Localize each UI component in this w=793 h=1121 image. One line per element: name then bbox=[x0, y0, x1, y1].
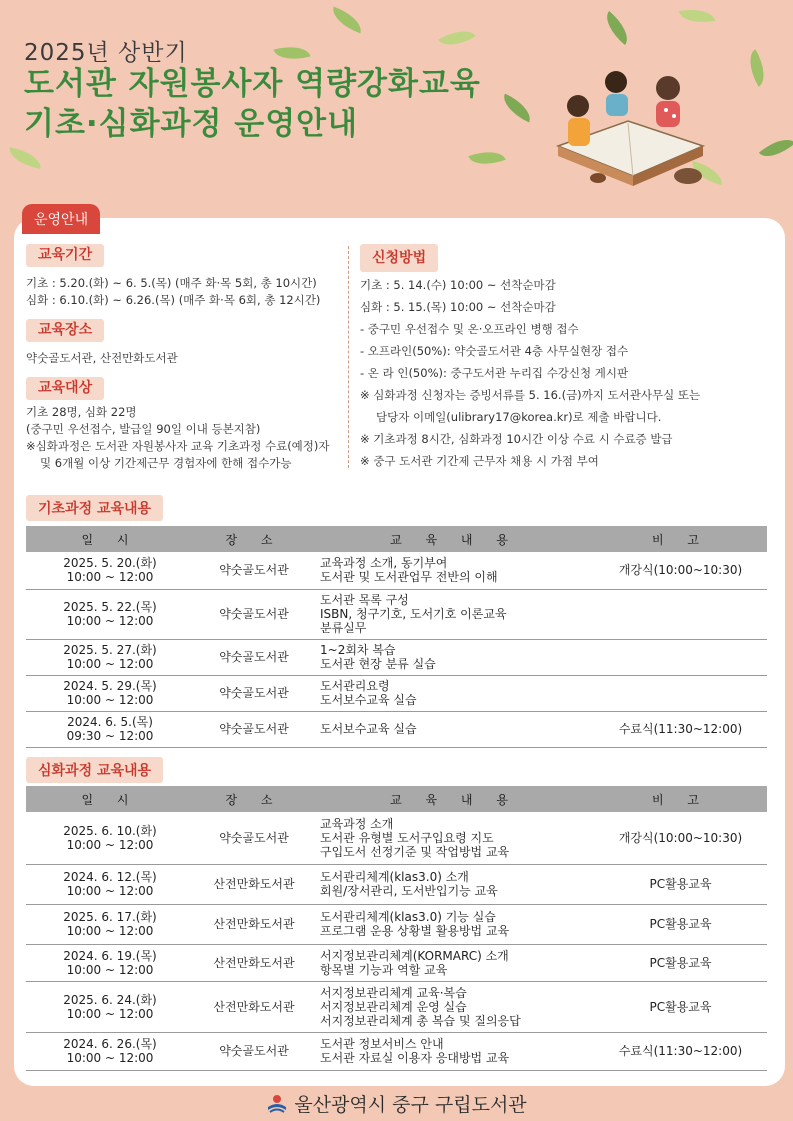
cell-note: 개강식(10:00~10:30) bbox=[594, 812, 767, 864]
table-row bbox=[26, 944, 767, 981]
reading-children-illustration bbox=[528, 66, 728, 190]
cell-place: 산전만화도서관 bbox=[194, 904, 314, 944]
cell-content-line: ISBN, 청구기호, 도서기호 이론교육 bbox=[320, 607, 507, 621]
cell-date bbox=[26, 589, 194, 639]
footer bbox=[0, 1090, 793, 1117]
cell-place: 약숫골도서관 bbox=[194, 552, 314, 589]
apply-line: 심화 : 5. 15.(목) 10:00 ~ 선착순마감 bbox=[360, 300, 556, 314]
cell-note: 수료식(11:30~12:00) bbox=[594, 711, 767, 747]
apply-tag: 신청방법 bbox=[360, 244, 438, 272]
cell-content-line: 분류실무 bbox=[320, 621, 367, 635]
table-row bbox=[26, 552, 767, 589]
cell-date-day: 2025. 5. 22.(목) bbox=[63, 600, 157, 614]
target-tag: 교육대상 bbox=[26, 377, 104, 400]
leaf-decoration bbox=[759, 131, 793, 165]
apply-lines bbox=[360, 274, 770, 472]
cell-date bbox=[26, 552, 194, 589]
cell-place: 약숫골도서관 bbox=[194, 1032, 314, 1070]
cell-date bbox=[26, 812, 194, 864]
column-divider bbox=[348, 246, 349, 468]
basic-table-tag-wrap bbox=[26, 495, 163, 521]
basic-table-body bbox=[26, 552, 767, 747]
header-title-line1: 도서관 자원봉사자 역량강화교육 bbox=[24, 66, 481, 102]
cell-content-line: 프로그램 운용 상황별 활용방법 교육 bbox=[320, 924, 510, 938]
col-header-content: 교 육 내 용 bbox=[314, 526, 594, 552]
cell-date-time: 10:00 ~ 12:00 bbox=[66, 657, 154, 671]
cell-content bbox=[314, 639, 594, 675]
cell-content-line: 교육과정 소개, 동기부여 bbox=[320, 556, 448, 571]
cell-content-line: 도서관 자료실 이용자 응대방법 교육 bbox=[320, 1051, 510, 1065]
table-header-row bbox=[26, 786, 767, 812]
cell-note: PC활용교육 bbox=[594, 944, 767, 981]
table-row bbox=[26, 1032, 767, 1070]
cell-date-time: 10:00 ~ 12:00 bbox=[66, 1051, 154, 1065]
cell-content-line: 도서보수교육 실습 bbox=[320, 693, 417, 707]
info-right-column bbox=[360, 244, 770, 472]
cell-content-line: 도서관리체계(klas3.0) 소개 bbox=[320, 870, 469, 884]
cell-date-time: 10:00 ~ 12:00 bbox=[66, 1006, 154, 1021]
leaf-decoration bbox=[599, 11, 635, 45]
col-header-date: 일 시 bbox=[26, 786, 194, 812]
table-row bbox=[26, 981, 767, 1032]
advanced-schedule-table bbox=[26, 786, 767, 1071]
cell-date bbox=[26, 981, 194, 1032]
apply-line: - 온 라 인(50%): 중구도서관 누리집 수강신청 게시판 bbox=[360, 366, 629, 380]
cell-date bbox=[26, 904, 194, 944]
table-row bbox=[26, 711, 767, 747]
target-line: (중구민 우선접수, 발급일 90일 이내 등본지참) bbox=[26, 422, 261, 436]
table-row bbox=[26, 864, 767, 904]
target-lines bbox=[26, 404, 356, 472]
period-line: 기초 : 5.20.(화) ~ 6. 5.(목) (매주 화·목 5회, 총 10시간) bbox=[26, 276, 317, 290]
col-header-content: 교 육 내 용 bbox=[314, 786, 594, 812]
cell-date-time: 10:00 ~ 12:00 bbox=[66, 837, 154, 852]
cell-date bbox=[26, 864, 194, 904]
cell-content-line: 도서보수교육 실습 bbox=[320, 722, 417, 736]
apply-line: 담당자 이메일(ulibrary17@korea.kr)로 제출 바랍니다. bbox=[376, 410, 662, 424]
cell-date bbox=[26, 675, 194, 711]
cell-content-line: 회원/장서관리, 도서반입기능 교육 bbox=[320, 884, 498, 898]
cell-date-time: 10:00 ~ 12:00 bbox=[66, 962, 154, 977]
cell-note: PC활용교육 bbox=[594, 864, 767, 904]
cell-content-line: 도서관리요령 bbox=[320, 679, 390, 693]
cell-date-time: 10:00 ~ 12:00 bbox=[66, 884, 154, 898]
cell-date bbox=[26, 639, 194, 675]
cell-date-day: 2025. 6. 17.(화) bbox=[63, 910, 157, 924]
cell-content bbox=[314, 812, 594, 864]
cell-content bbox=[314, 675, 594, 711]
header-title-line2 bbox=[24, 104, 584, 144]
cell-note bbox=[594, 675, 767, 711]
cell-note: 개강식(10:00~10:30) bbox=[594, 552, 767, 589]
col-header-place: 장 소 bbox=[194, 526, 314, 552]
place-tag: 교육장소 bbox=[26, 319, 104, 342]
cell-content bbox=[314, 1032, 594, 1070]
cell-place: 약숫골도서관 bbox=[194, 589, 314, 639]
cell-content-line: 도서관 정보서비스 안내 bbox=[320, 1037, 444, 1051]
cell-date-time: 10:00 ~ 12:00 bbox=[66, 693, 154, 707]
table-row bbox=[26, 812, 767, 864]
cell-content bbox=[314, 981, 594, 1032]
cell-content-line: 도서관리체계(klas3.0) 기능 실습 bbox=[320, 910, 496, 924]
cell-place: 산전만화도서관 bbox=[194, 981, 314, 1032]
cell-content-line: 서지정보관리체계 운영 실습 bbox=[320, 999, 467, 1014]
cell-date-time: 10:00 ~ 12:00 bbox=[66, 570, 154, 585]
page-header bbox=[24, 34, 584, 144]
cell-date-day: 2024. 6. 12.(목) bbox=[63, 870, 157, 884]
col-header-date: 일 시 bbox=[26, 526, 194, 552]
cell-date bbox=[26, 944, 194, 981]
period-tag: 교육기간 bbox=[26, 244, 104, 267]
cell-content bbox=[314, 589, 594, 639]
advanced-table-tag-wrap bbox=[26, 757, 163, 783]
footer-text: 울산광역시 중구 구립도서관 bbox=[294, 1094, 527, 1116]
cell-content bbox=[314, 552, 594, 589]
leaf-decoration bbox=[468, 145, 505, 172]
place-line: 약숫골도서관, 산전만화도서관 bbox=[26, 351, 178, 365]
basic-schedule-table bbox=[26, 526, 767, 748]
cell-content bbox=[314, 864, 594, 904]
apply-line: ※ 심화과정 신청자는 증빙서류를 5. 16.(금)까지 도서관사무실 또는 bbox=[360, 388, 701, 402]
apply-line: ※ 중구 도서관 기간제 근무자 채용 시 가점 부여 bbox=[360, 454, 599, 468]
cell-note: PC활용교육 bbox=[594, 904, 767, 944]
leaf-decoration bbox=[679, 5, 715, 27]
cell-date-day: 2025. 5. 27.(화) bbox=[63, 643, 157, 657]
cell-date bbox=[26, 711, 194, 747]
cell-content-line: 항목별 기능과 역할 교육 bbox=[320, 962, 448, 977]
cell-content-line: 구입도서 선정기준 및 작업방법 교육 bbox=[320, 844, 510, 859]
table-row bbox=[26, 675, 767, 711]
cell-content bbox=[314, 904, 594, 944]
table-row bbox=[26, 639, 767, 675]
cell-content bbox=[314, 944, 594, 981]
cell-content-line: 도서관 현장 분류 실습 bbox=[320, 657, 436, 671]
target-line: 기초 28명, 심화 22명 bbox=[26, 405, 137, 419]
target-line: 및 6개월 이상 기간제근무 경험자에 한해 접수가능 bbox=[40, 456, 292, 470]
table-row bbox=[26, 904, 767, 944]
leaf-decoration bbox=[742, 49, 773, 86]
cell-content-line: 서지정보관리체계 총 복습 및 질의응답 bbox=[320, 1013, 521, 1028]
apply-line: - 중구민 우선접수 및 온·오프라인 병행 접수 bbox=[360, 322, 579, 336]
period-line: 심화 : 6.10.(화) ~ 6.26.(목) (매주 화·목 6회, 총 12시간) bbox=[26, 293, 321, 307]
cell-place: 약숫골도서관 bbox=[194, 639, 314, 675]
apply-line: - 오프라인(50%): 약숫골도서관 4층 사무실현장 접수 bbox=[360, 344, 629, 358]
cell-date-day: 2025. 6. 24.(화) bbox=[63, 992, 157, 1007]
cell-place: 산전만화도서관 bbox=[194, 944, 314, 981]
cell-place: 약숫골도서관 bbox=[194, 711, 314, 747]
cell-date-time: 10:00 ~ 12:00 bbox=[66, 924, 154, 938]
col-header-note: 비 고 bbox=[594, 786, 767, 812]
cell-place: 약숫골도서관 bbox=[194, 675, 314, 711]
header-year: 2025년 상반기 bbox=[24, 40, 188, 66]
leaf-decoration bbox=[328, 7, 365, 34]
section-badge: 운영안내 bbox=[22, 204, 100, 234]
cell-note: 수료식(11:30~12:00) bbox=[594, 1032, 767, 1070]
advanced-table-body bbox=[26, 812, 767, 1070]
table-header-row bbox=[26, 526, 767, 552]
cell-note: PC활용교육 bbox=[594, 981, 767, 1032]
cell-date-time: 09:30 ~ 12:00 bbox=[66, 729, 154, 743]
cell-date-time: 10:00 ~ 12:00 bbox=[66, 614, 154, 628]
cell-content-line: 서지정보관리체계(KORMARC) 소개 bbox=[320, 948, 509, 963]
col-header-note: 비 고 bbox=[594, 526, 767, 552]
period-lines bbox=[26, 275, 356, 309]
cell-content-line: 도서관 목록 구성 bbox=[320, 593, 409, 607]
table-row bbox=[26, 589, 767, 639]
cell-note bbox=[594, 639, 767, 675]
cell-content-line: 도서관 유형별 도서구입요령 지도 bbox=[320, 830, 494, 845]
cell-content bbox=[314, 711, 594, 747]
cell-date-day: 2024. 6. 5.(목) bbox=[67, 715, 153, 729]
cell-date bbox=[26, 1032, 194, 1070]
cell-date-day: 2024. 6. 19.(목) bbox=[63, 948, 157, 963]
target-line: ※심화과정은 도서관 자원봉사자 교육 기초과정 수료(예정)자 bbox=[26, 439, 330, 453]
title-line2-text: 기초·심화과정 운영안내 bbox=[24, 106, 359, 142]
col-header-place: 장 소 bbox=[194, 786, 314, 812]
cell-note bbox=[594, 589, 767, 639]
cell-content-line: 1~2회차 복습 bbox=[320, 643, 396, 657]
cell-content-line: 도서관 및 도서관업무 전반의 이해 bbox=[320, 570, 498, 585]
cell-place: 약숫골도서관 bbox=[194, 812, 314, 864]
apply-line: 기초 : 5. 14.(수) 10:00 ~ 선착순마감 bbox=[360, 278, 556, 292]
cell-date-day: 2025. 5. 20.(화) bbox=[63, 556, 157, 571]
apply-line: ※ 기초과정 8시간, 심화과정 10시간 이상 수료 시 수료증 발급 bbox=[360, 432, 673, 446]
leaf-decoration bbox=[7, 147, 43, 169]
cell-date-day: 2024. 6. 26.(목) bbox=[63, 1037, 157, 1051]
cell-date-day: 2025. 6. 10.(화) bbox=[63, 823, 157, 838]
cell-date-day: 2024. 5. 29.(목) bbox=[63, 679, 157, 693]
advanced-table-tag: 심화과정 교육내용 bbox=[26, 757, 163, 783]
cell-content-line: 교육과정 소개 bbox=[320, 816, 394, 831]
cell-place: 산전만화도서관 bbox=[194, 864, 314, 904]
info-left-column bbox=[26, 244, 356, 472]
basic-table-tag: 기초과정 교육내용 bbox=[26, 495, 163, 521]
cell-content-line: 서지정보관리체계 교육·복습 bbox=[320, 985, 467, 1000]
city-logo-icon bbox=[266, 1093, 288, 1115]
